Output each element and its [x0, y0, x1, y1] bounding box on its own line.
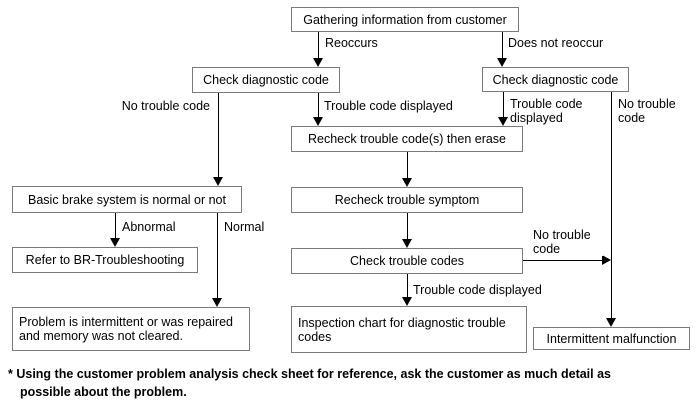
edge-label-trouble-code-displayed-left: Trouble code displayed — [324, 99, 453, 113]
node-basic-brake-system: Basic brake system is normal or not — [12, 186, 242, 213]
edge-label-normal: Normal — [224, 220, 265, 234]
arrowhead-down-icon — [402, 239, 412, 248]
edge-label-no-trouble-code-mid: No trouble code — [533, 228, 603, 256]
footnote — [8, 365, 611, 401]
arrowhead-down-icon — [212, 298, 222, 307]
node-gathering-information: Gathering information from customer — [291, 7, 519, 32]
arrow-reoccurs-stem — [318, 32, 319, 59]
node-intermittent-malfunction: Intermittent malfunction — [533, 327, 690, 350]
arrowhead-down-icon — [498, 117, 508, 126]
node-problem-intermittent: Problem is intermittent or was repaired and memory was not cleared. — [12, 307, 250, 351]
arrow-does-not-reoccur-stem — [502, 32, 503, 59]
node-refer-br-troubleshooting: Refer to BR-Troubleshooting — [12, 247, 198, 273]
arrowhead-down-icon — [497, 58, 507, 67]
node-check-diagnostic-code-right: Check diagnostic code — [482, 67, 629, 92]
arrow-no-trouble-code-left-stem — [218, 93, 219, 178]
arrowhead-down-icon — [313, 58, 323, 67]
node-recheck-trouble-symptom: Recheck trouble symptom — [291, 187, 523, 213]
arrowhead-down-icon — [606, 318, 616, 327]
arrow-normal-stem — [217, 213, 218, 299]
arrowhead-right-icon — [602, 255, 611, 265]
arrowhead-down-icon — [213, 177, 223, 186]
footnote-line-1: * Using the customer problem analysis check sheet for reference, ask the customer as much detail as — [8, 367, 612, 381]
arrow-abnormal-stem — [115, 213, 116, 239]
edge-label-trouble-code-displayed-right: Trouble code displayed — [510, 97, 583, 125]
edge-label-trouble-code-displayed-bottom: Trouble code displayed — [413, 283, 542, 297]
arrow-no-trouble-code-right-stem — [611, 92, 612, 319]
arrowhead-down-icon — [313, 117, 323, 126]
node-recheck-trouble-code-erase: Recheck trouble code(s) then erase — [291, 126, 523, 152]
arrow-symptom-to-codes-stem — [407, 213, 408, 240]
footnote-line-2: possible about the problem. — [20, 385, 187, 399]
arrowhead-down-icon — [402, 178, 412, 187]
node-check-trouble-codes: Check trouble codes — [291, 248, 523, 274]
edge-label-no-trouble-code-right: No trouble code — [618, 97, 676, 125]
arrowhead-down-icon — [110, 238, 120, 247]
node-check-diagnostic-code-left: Check diagnostic code — [192, 67, 340, 93]
edge-label-no-trouble-code-left: No trouble code — [121, 99, 210, 113]
node-inspection-chart: Inspection chart for diagnostic trouble codes — [291, 306, 527, 353]
arrow-erase-to-symptom-stem — [407, 152, 408, 179]
arrow-trouble-code-displayed-bottom-stem — [407, 274, 408, 298]
arrowhead-down-icon — [402, 297, 412, 306]
edge-label-abnormal: Abnormal — [122, 220, 176, 234]
arrow-no-trouble-code-mid-stem — [523, 260, 603, 261]
edge-label-reoccurs: Reoccurs — [325, 36, 378, 50]
arrow-trouble-code-displayed-left-stem — [318, 93, 319, 118]
edge-label-does-not-reoccur: Does not reoccur — [508, 36, 604, 50]
arrow-trouble-code-displayed-right-stem — [503, 92, 504, 118]
